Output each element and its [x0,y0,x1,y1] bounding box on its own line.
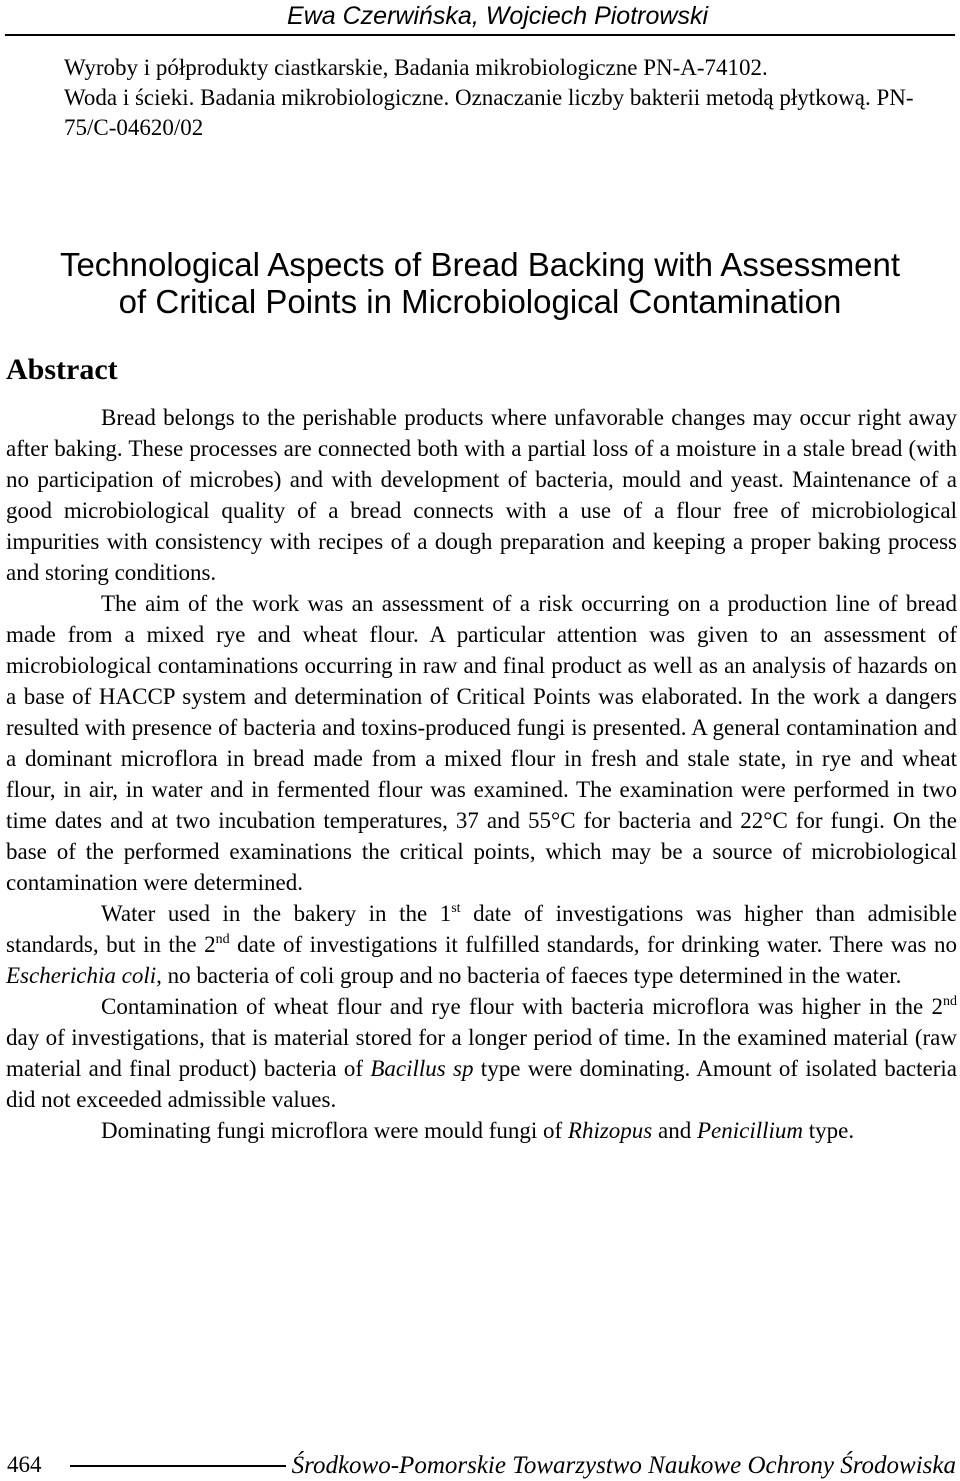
abstract-paragraph: The aim of the work was an assessment of a risk occurring on a production line of bread made from a mixed rye and wheat flour. A particular attention was given to an assessment of microbiological contaminations occurring in raw and final product as well as an analysis of hazards on a base of HACCP system and determination of Critical Points was elaborated. In the work a dangers resulted with presence of bacteria and toxins-produced fungi is presented. A general contamination and a dominant microflora in bread made from a mixed flour in fresh and stale state, in rye and wheat flour, in air, in water and in fermented flour was examined. The examination were performed in two time dates and at two incubation temperatures, 37 and 55°C for bacteria and 22°C for fungi. On the base of the performed examinations the critical points, which may be a source of microbiological contamination were determined. [6,591,957,895]
species-name: Rhizopus [567,1118,653,1143]
species-name: Penicillium [696,1118,804,1143]
abstract-heading: Abstract [6,353,118,386]
superscript: nd [215,932,230,947]
reference-item: Woda i ścieki. Badania mikrobiologiczne. Oznaczanie liczby bakterii metodą płytkową. PN-75/C-04620/02 [64,85,914,140]
text-span: type were dominating. Amount of isolated bacteria did not exceeded admissible values. [6,1056,957,1112]
abstract-paragraph [6,1115,957,1146]
species-name: Bacillus sp [370,1056,474,1081]
text-span: date of investigations it fulfilled standards, for drinking water. There was no [229,932,958,957]
text-span: date of investigations was higher than admisible standards, but in the 2 [6,901,957,957]
abstract-paragraph [6,898,957,991]
text-span: day of investigations, that is material stored for a longer period of time. In the examined material (raw material and final product) bacteria of [6,1025,957,1081]
page-number: 464 [7,1452,46,1478]
species-name: Escherichia coli [6,963,157,988]
running-header-authors: Ewa Czerwińska, Wojciech Piotrowski [287,2,708,30]
text-span: Water used in the bakery in the 1 [101,901,452,926]
reference-item: Wyroby i półprodukty ciastkarskie, Badania mikrobiologiczne PN-A-74102. [64,55,768,80]
reference-list [64,53,934,143]
abstract-paragraph [6,991,957,1115]
header-rule [5,34,955,36]
abstract-body [6,402,957,1146]
text-span: Contamination of wheat flour and rye flour with bacteria microflora was higher in the 2 [101,994,943,1019]
abstract-paragraph: Bread belongs to the perishable products where unfavorable changes may occur right away after baking. These processes are connected both with a partial loss of a moisture in a stale bread (with no participation of microbes) and with development of bacteria, mould and yeast. Maintenance of a good microbiological quality of a bread connects with a use of a flour free of microbiological impurities with consistency with recipes of a dough preparation and keeping a proper baking process and storing conditions. [6,405,957,585]
text-span: Dominating fungi microflora were mould fungi of [101,1118,568,1143]
paper-title-line: of Critical Points in Microbiological Contamination [118,283,842,320]
superscript: st [451,901,461,916]
text-span: and [652,1118,697,1143]
text-span: , no bacteria of coli group and no bacteria of faeces type determined in the water. [156,963,902,988]
superscript: nd [943,994,957,1009]
footer-journal-name: Środkowo-Pomorskie Towarzystwo Naukowe Ochrony Środowiska [286,1452,956,1480]
text-span: type. [803,1118,855,1143]
paper-title [0,246,960,320]
paper-title-line: Technological Aspects of Bread Backing with Assessment [59,246,901,283]
